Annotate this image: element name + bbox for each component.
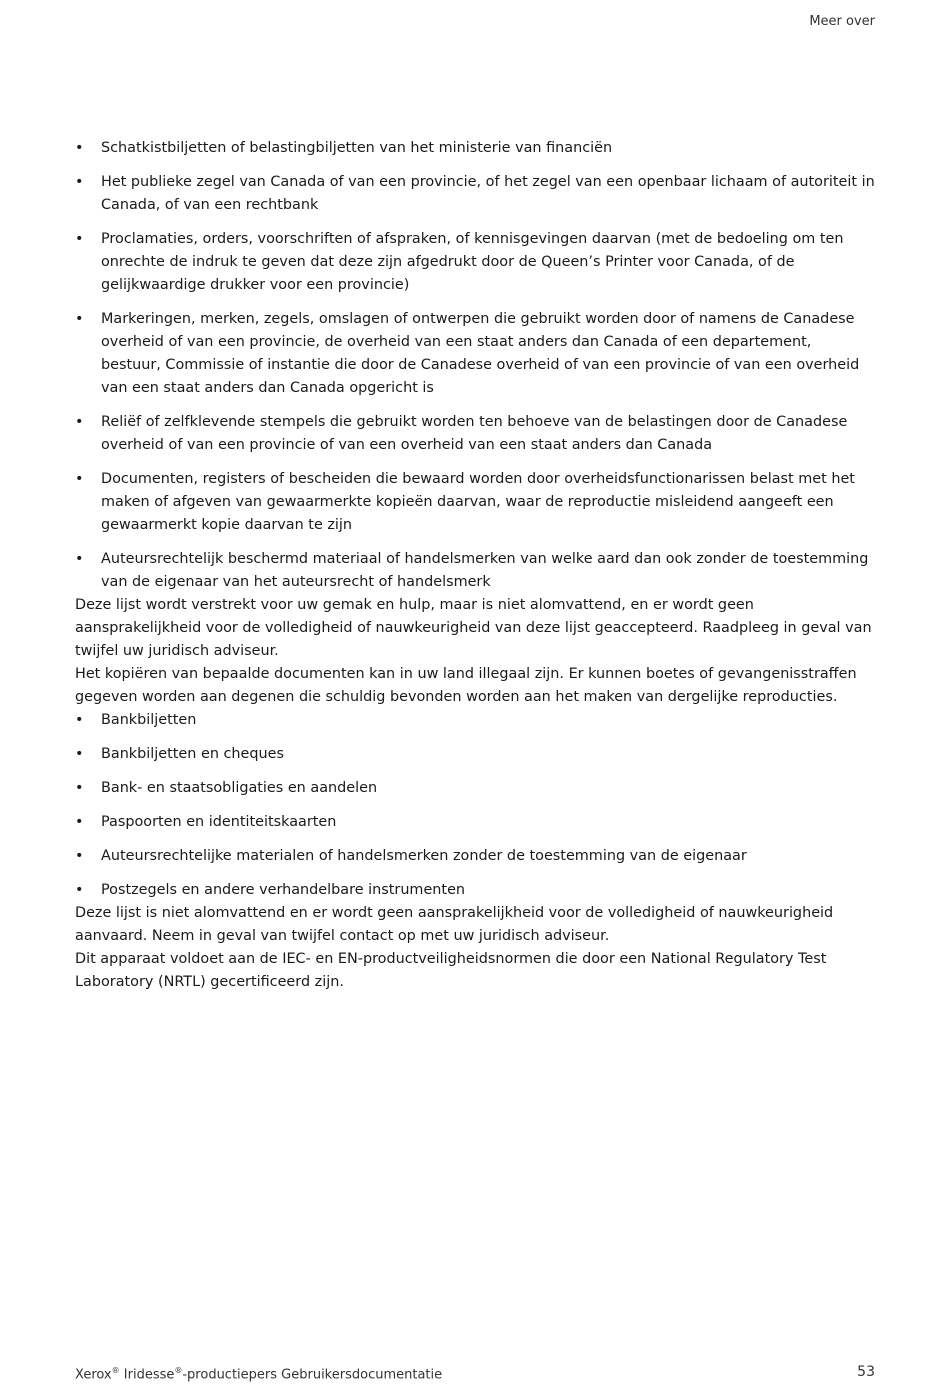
footer-document-title [75, 1366, 442, 1382]
list-item-text: Het publieke zegel van Canada of van een provincie, of het zegel van een openbaar lichaam of autoriteit in Canada, of van een rechtbank [101, 174, 875, 213]
list-item-text: Auteursrechtelijke materialen of handelsmerken zonder de toestemming van de eigenaar [101, 848, 747, 864]
section1-disclaimer: Deze lijst wordt verstrekt voor uw gemak en hulp, maar is niet alomvattend, en er wordt geen aansprakelijkheid voor de volledigheid of nauwkeurigheid van deze lijst geaccepteerd. Raadpleeg in geval van twijfel uw juridisch adviseur. [75, 597, 872, 659]
list-item [75, 137, 875, 160]
footer-product: Iridesse [119, 1367, 175, 1383]
list-item-text: Proclamaties, orders, voorschriften of afspraken, of kennisgevingen daarvan (met de bedoeling om ten onrechte de indruk te geven dat deze zijn afgedrukt door de Queen’s Printer voor Canada, of de gelijkwaardige drukker voor een provincie) [101, 231, 844, 293]
page-number: 53 [857, 1364, 875, 1380]
registered-mark: ® [174, 1366, 183, 1375]
bullet: • [75, 414, 84, 430]
section2-intro: Het kopiëren van bepaalde documenten kan in uw land illegaal zijn. Er kunnen boetes of gevangenisstraffen gegeven worden aan degenen die schuldig bevonden worden aan het maken van dergelijke reproducties. [75, 666, 857, 705]
list-item-text: Markeringen, merken, zegels, omslagen of ontwerpen die gebruikt worden door of namens de Canadese overheid of van een provincie, de overheid van een staat anders dan Canada of een departement, bestuur, Commissie of instantie die door de Canadese overheid of van een provincie of van een overheid van een staat anders dan Canada opgericht is [101, 311, 860, 396]
list-item-text: Paspoorten en identiteitskaarten [101, 814, 337, 830]
bullet: • [75, 882, 84, 898]
bullet: • [75, 551, 84, 567]
page-content [75, 137, 875, 994]
registered-mark: ® [111, 1366, 120, 1375]
list-item [75, 743, 875, 766]
list-item [75, 468, 875, 537]
bullet: • [75, 814, 84, 830]
section1-list [75, 137, 875, 594]
list-item [75, 308, 875, 400]
bullet: • [75, 746, 84, 762]
list-item [75, 811, 875, 834]
bullet: • [75, 311, 84, 327]
bullet: • [75, 174, 84, 190]
list-item-text: Schatkistbiljetten of belastingbiljetten van het ministerie van financiën [101, 140, 613, 156]
list-item [75, 777, 875, 800]
bullet: • [75, 780, 84, 796]
list-item [75, 845, 875, 868]
list-item-text: Postzegels en andere verhandelbare instrumenten [101, 882, 466, 898]
section2-list [75, 709, 875, 902]
running-header: Meer over [809, 14, 875, 29]
list-item [75, 411, 875, 457]
list-item-text: Documenten, registers of bescheiden die bewaard worden door overheidsfunctionarissen belast met het maken of afgeven van gewaarmerkte kopieën daarvan, waar de reproductie misleidend aangeeft een gewaarmerkt kopie daarvan te zijn [101, 471, 855, 533]
section2-disclaimer: Deze lijst is niet alomvattend en er wordt geen aansprakelijkheid voor de volledigheid of nauwkeurigheid aanvaard. Neem in geval van twijfel contact op met uw juridisch adviseur. [75, 905, 834, 944]
list-item-text: Auteursrechtelijk beschermd materiaal of handelsmerken van welke aard dan ook zonder de toestemming van de eigenaar van het auteursrecht of handelsmerk [101, 551, 869, 590]
list-item-text: Bankbiljetten [101, 712, 197, 728]
footer-doc-title: -productiepers Gebruikersdocumentatie [182, 1367, 443, 1383]
list-item-text: Bankbiljetten en cheques [101, 746, 285, 762]
footer-brand: Xerox [75, 1367, 112, 1383]
section3-safety-text: Dit apparaat voldoet aan de IEC- en EN-productveiligheidsnormen die door een National Regulatory Test Laboratory (NRTL) gecertificeerd zijn. [75, 951, 827, 990]
list-item-text: Bank- en staatsobligaties en aandelen [101, 780, 378, 796]
bullet: • [75, 848, 84, 864]
list-item [75, 171, 875, 217]
list-item [75, 228, 875, 297]
bullet: • [75, 471, 84, 487]
list-item [75, 548, 875, 594]
list-item [75, 879, 875, 902]
bullet: • [75, 231, 84, 247]
bullet: • [75, 712, 84, 728]
list-item [75, 709, 875, 732]
list-item-text: Reliëf of zelfklevende stempels die gebruikt worden ten behoeve van de belastingen door de Canadese overheid of van een provincie of van een overheid van een staat anders dan Canada [101, 414, 848, 453]
bullet: • [75, 140, 84, 156]
